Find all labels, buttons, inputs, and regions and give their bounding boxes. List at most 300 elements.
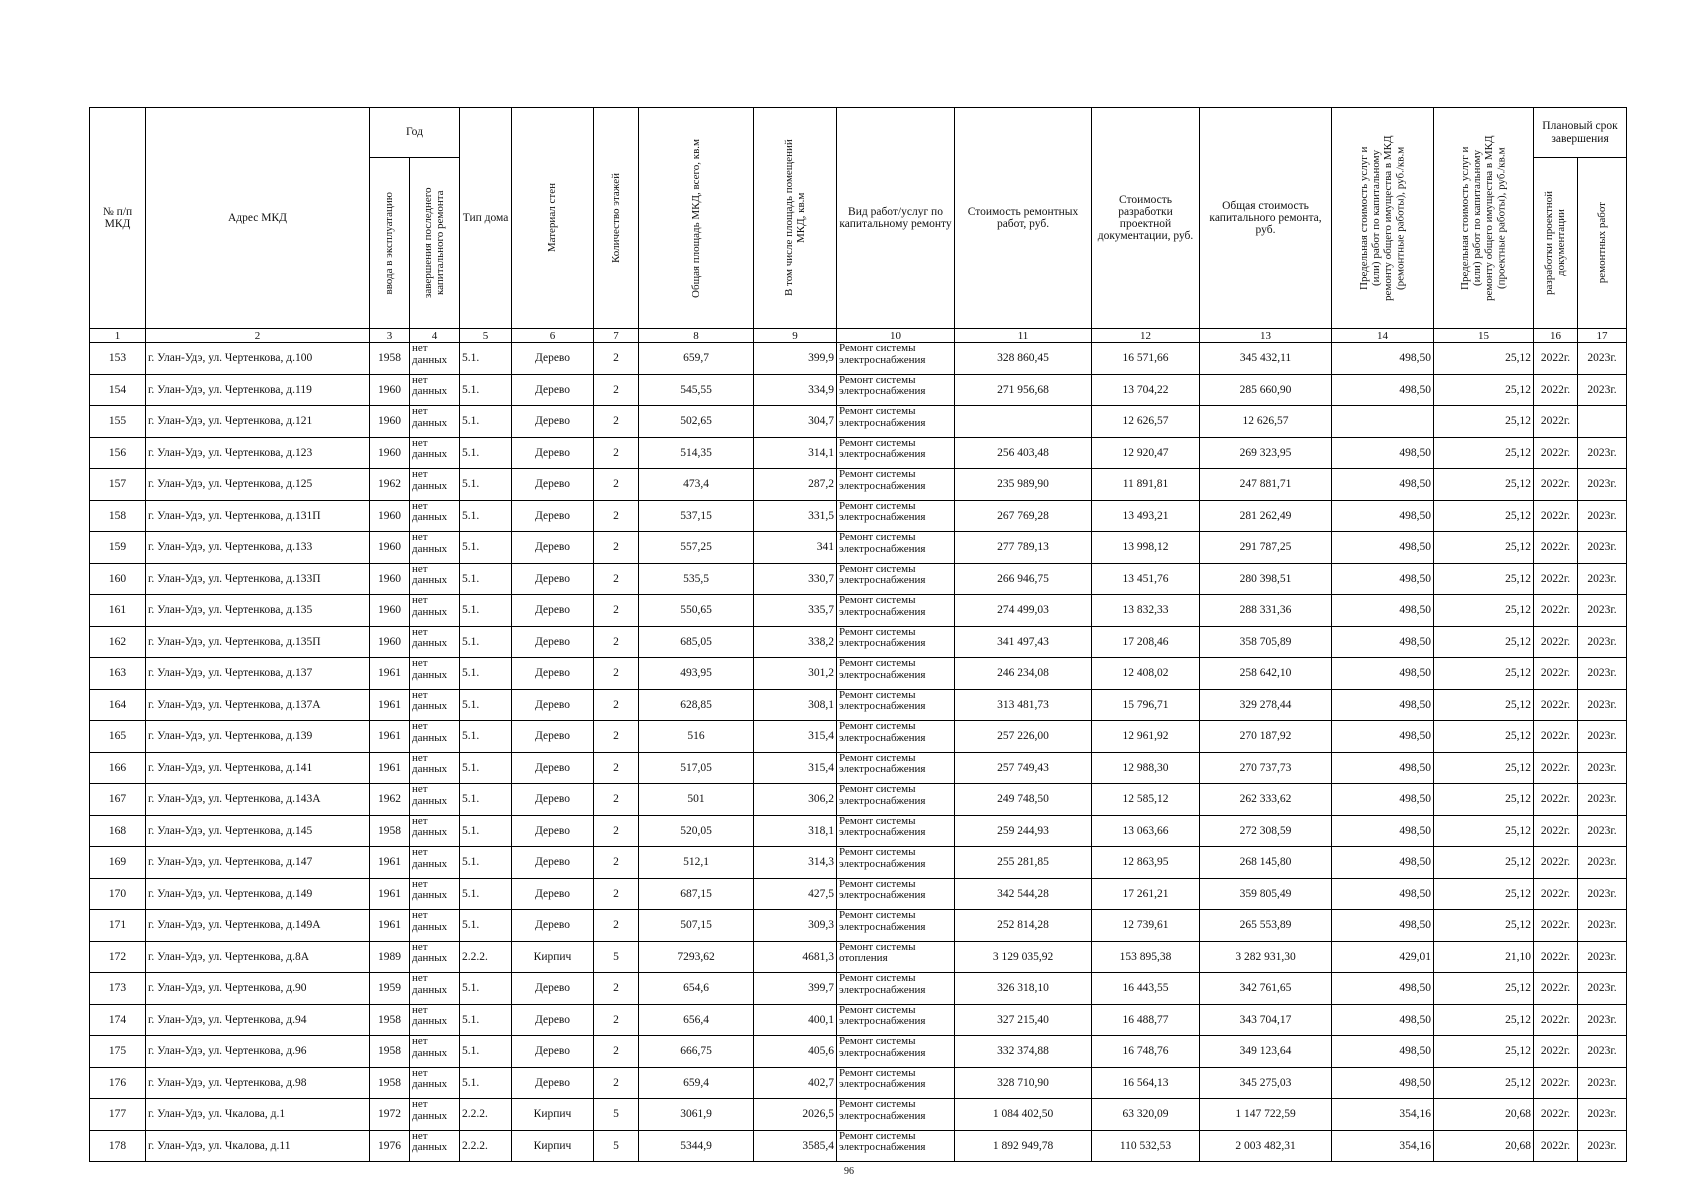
- repair-register-table: [89, 107, 1627, 1162]
- column-number: 16: [1534, 329, 1578, 343]
- cell-commission-year: 1972: [370, 1099, 410, 1131]
- cell-deadline-design: 2022г.: [1534, 469, 1578, 501]
- cell-wall-material: Дерево: [512, 784, 594, 816]
- cell-premises-area: 3585,4: [754, 1130, 837, 1162]
- cell-last-repair-year: нет данных: [410, 658, 460, 690]
- cell-premises-area: 314,3: [754, 847, 837, 879]
- cell-row-number: 173: [90, 973, 146, 1005]
- header-house-type: Тип дома: [460, 108, 512, 329]
- cell-total-cost: 285 660,90: [1200, 374, 1332, 406]
- cell-deadline-repair: 2023г.: [1578, 595, 1627, 627]
- cell-total-area: 666,75: [639, 1036, 754, 1068]
- cell-design-cost: 16 748,76: [1092, 1036, 1200, 1068]
- cell-design-cost: 12 961,92: [1092, 721, 1200, 753]
- cell-row-number: 162: [90, 626, 146, 658]
- cell-row-number: 176: [90, 1067, 146, 1099]
- cell-design-cost: 12 585,12: [1092, 784, 1200, 816]
- cell-repair-cost: 342 544,28: [955, 878, 1092, 910]
- cell-deadline-repair: 2023г.: [1578, 1004, 1627, 1036]
- cell-last-repair-year: нет данных: [410, 941, 460, 973]
- cell-row-number: 154: [90, 374, 146, 406]
- cell-repair-cost: 252 814,28: [955, 910, 1092, 942]
- cell-limit-repair: 498,50: [1332, 595, 1434, 627]
- cell-address: г. Улан-Удэ, ул. Чертенкова, д.147: [146, 847, 370, 879]
- cell-deadline-design: 2022г.: [1534, 721, 1578, 753]
- cell-design-cost: 17 208,46: [1092, 626, 1200, 658]
- header-limit-design: Предельная стоимость услуг и (или) работ по капитальному ремонту общего имущества в МКД (проектные работы), руб./кв.м: [1434, 108, 1534, 329]
- cell-design-cost: 12 408,02: [1092, 658, 1200, 690]
- cell-commission-year: 1958: [370, 343, 410, 375]
- cell-last-repair-year: нет данных: [410, 1067, 460, 1099]
- cell-deadline-repair: [1578, 406, 1627, 438]
- cell-total-cost: 268 145,80: [1200, 847, 1332, 879]
- cell-total-area: 654,6: [639, 973, 754, 1005]
- cell-limit-repair: 498,50: [1332, 1036, 1434, 1068]
- cell-premises-area: 318,1: [754, 815, 837, 847]
- cell-deadline-repair: 2023г.: [1578, 1099, 1627, 1131]
- column-number: 17: [1578, 329, 1627, 343]
- cell-address: г. Улан-Удэ, ул. Чертенкова, д.149: [146, 878, 370, 910]
- cell-row-number: 174: [90, 1004, 146, 1036]
- cell-total-area: 516: [639, 721, 754, 753]
- cell-row-number: 158: [90, 500, 146, 532]
- cell-address: г. Улан-Удэ, ул. Чертенкова, д.133П: [146, 563, 370, 595]
- cell-work-type: Ремонт системы электроснабжения: [837, 374, 955, 406]
- cell-house-type: 5.1.: [460, 815, 512, 847]
- cell-floors: 2: [594, 910, 639, 942]
- cell-deadline-design: 2022г.: [1534, 532, 1578, 564]
- cell-address: г. Улан-Удэ, ул. Чертенкова, д.8А: [146, 941, 370, 973]
- cell-floors: 2: [594, 374, 639, 406]
- cell-premises-area: 314,1: [754, 437, 837, 469]
- cell-total-area: 507,15: [639, 910, 754, 942]
- cell-repair-cost: 257 749,43: [955, 752, 1092, 784]
- cell-total-area: 659,4: [639, 1067, 754, 1099]
- column-number: 15: [1434, 329, 1534, 343]
- cell-total-cost: 272 308,59: [1200, 815, 1332, 847]
- cell-deadline-repair: 2023г.: [1578, 500, 1627, 532]
- cell-floors: 2: [594, 658, 639, 690]
- cell-house-type: 5.1.: [460, 1067, 512, 1099]
- cell-row-number: 157: [90, 469, 146, 501]
- cell-total-area: 3061,9: [639, 1099, 754, 1131]
- cell-wall-material: Дерево: [512, 532, 594, 564]
- cell-address: г. Улан-Удэ, ул. Чертенкова, д.143А: [146, 784, 370, 816]
- cell-deadline-design: 2022г.: [1534, 689, 1578, 721]
- cell-last-repair-year: нет данных: [410, 1099, 460, 1131]
- cell-repair-cost: 259 244,93: [955, 815, 1092, 847]
- cell-total-cost: 1 147 722,59: [1200, 1099, 1332, 1131]
- cell-commission-year: 1960: [370, 437, 410, 469]
- cell-wall-material: Дерево: [512, 374, 594, 406]
- cell-house-type: 5.1.: [460, 878, 512, 910]
- cell-premises-area: 315,4: [754, 752, 837, 784]
- cell-house-type: 2.2.2.: [460, 941, 512, 973]
- cell-limit-design: 25,12: [1434, 878, 1534, 910]
- cell-limit-repair: 498,50: [1332, 532, 1434, 564]
- cell-deadline-design: 2022г.: [1534, 784, 1578, 816]
- cell-work-type: Ремонт системы электроснабжения: [837, 689, 955, 721]
- cell-row-number: 172: [90, 941, 146, 973]
- cell-design-cost: 12 920,47: [1092, 437, 1200, 469]
- cell-work-type: Ремонт системы электроснабжения: [837, 1130, 955, 1162]
- cell-repair-cost: 1 892 949,78: [955, 1130, 1092, 1162]
- cell-row-number: 166: [90, 752, 146, 784]
- cell-repair-cost: 313 481,73: [955, 689, 1092, 721]
- cell-total-cost: 2 003 482,31: [1200, 1130, 1332, 1162]
- cell-wall-material: Дерево: [512, 469, 594, 501]
- cell-address: г. Улан-Удэ, ул. Чертенкова, д.145: [146, 815, 370, 847]
- cell-house-type: 5.1.: [460, 721, 512, 753]
- cell-design-cost: 16 443,55: [1092, 973, 1200, 1005]
- cell-work-type: Ремонт системы электроснабжения: [837, 973, 955, 1005]
- cell-commission-year: 1960: [370, 626, 410, 658]
- table-row: [90, 406, 1627, 438]
- table-row: [90, 1036, 1627, 1068]
- cell-wall-material: Дерево: [512, 689, 594, 721]
- cell-floors: 2: [594, 469, 639, 501]
- cell-deadline-repair: 2023г.: [1578, 941, 1627, 973]
- cell-total-area: 550,65: [639, 595, 754, 627]
- cell-limit-design: 25,12: [1434, 847, 1534, 879]
- cell-deadline-repair: 2023г.: [1578, 847, 1627, 879]
- cell-last-repair-year: нет данных: [410, 752, 460, 784]
- cell-total-cost: 358 705,89: [1200, 626, 1332, 658]
- cell-total-area: 493,95: [639, 658, 754, 690]
- cell-limit-repair: 429,01: [1332, 941, 1434, 973]
- header-deadline-repair: ремонтных работ: [1578, 158, 1627, 329]
- cell-deadline-design: 2022г.: [1534, 626, 1578, 658]
- cell-deadline-repair: 2023г.: [1578, 658, 1627, 690]
- cell-repair-cost: 246 234,08: [955, 658, 1092, 690]
- cell-deadline-design: 2022г.: [1534, 374, 1578, 406]
- cell-total-cost: 270 737,73: [1200, 752, 1332, 784]
- cell-address: г. Улан-Удэ, ул. Чертенкова, д.141: [146, 752, 370, 784]
- cell-address: г. Улан-Удэ, ул. Чертенкова, д.96: [146, 1036, 370, 1068]
- cell-wall-material: Кирпич: [512, 1130, 594, 1162]
- cell-floors: 2: [594, 626, 639, 658]
- cell-house-type: 5.1.: [460, 343, 512, 375]
- cell-last-repair-year: нет данных: [410, 469, 460, 501]
- cell-premises-area: 400,1: [754, 1004, 837, 1036]
- cell-row-number: 156: [90, 437, 146, 469]
- cell-house-type: 5.1.: [460, 784, 512, 816]
- cell-limit-design: 25,12: [1434, 1067, 1534, 1099]
- column-number-row: [90, 329, 1627, 343]
- cell-last-repair-year: нет данных: [410, 626, 460, 658]
- cell-limit-repair: 498,50: [1332, 689, 1434, 721]
- cell-premises-area: 309,3: [754, 910, 837, 942]
- cell-limit-design: 25,12: [1434, 500, 1534, 532]
- cell-floors: 2: [594, 973, 639, 1005]
- cell-deadline-repair: 2023г.: [1578, 1067, 1627, 1099]
- cell-limit-design: 25,12: [1434, 1036, 1534, 1068]
- cell-work-type: Ремонт системы электроснабжения: [837, 658, 955, 690]
- cell-total-area: 545,55: [639, 374, 754, 406]
- cell-wall-material: Кирпич: [512, 941, 594, 973]
- cell-commission-year: 1960: [370, 500, 410, 532]
- cell-commission-year: 1960: [370, 532, 410, 564]
- cell-row-number: 167: [90, 784, 146, 816]
- cell-commission-year: 1989: [370, 941, 410, 973]
- cell-deadline-design: 2022г.: [1534, 847, 1578, 879]
- cell-total-cost: 258 642,10: [1200, 658, 1332, 690]
- cell-total-area: 7293,62: [639, 941, 754, 973]
- cell-row-number: 155: [90, 406, 146, 438]
- cell-row-number: 153: [90, 343, 146, 375]
- cell-limit-repair: 354,16: [1332, 1130, 1434, 1162]
- table-row: [90, 1130, 1627, 1162]
- table-row: [90, 815, 1627, 847]
- cell-wall-material: Дерево: [512, 878, 594, 910]
- cell-last-repair-year: нет данных: [410, 973, 460, 1005]
- cell-total-cost: 349 123,64: [1200, 1036, 1332, 1068]
- cell-deadline-design: 2022г.: [1534, 500, 1578, 532]
- cell-total-cost: 288 331,36: [1200, 595, 1332, 627]
- cell-premises-area: 334,9: [754, 374, 837, 406]
- cell-limit-design: 25,12: [1434, 343, 1534, 375]
- cell-floors: 2: [594, 500, 639, 532]
- cell-wall-material: Дерево: [512, 437, 594, 469]
- cell-address: г. Улан-Удэ, ул. Чертенкова, д.94: [146, 1004, 370, 1036]
- cell-last-repair-year: нет данных: [410, 1004, 460, 1036]
- cell-total-area: 557,25: [639, 532, 754, 564]
- cell-limit-repair: 498,50: [1332, 784, 1434, 816]
- table-row: [90, 847, 1627, 879]
- cell-commission-year: 1961: [370, 721, 410, 753]
- cell-repair-cost: 249 748,50: [955, 784, 1092, 816]
- header-wall-material: Материал стен: [512, 108, 594, 329]
- cell-premises-area: 2026,5: [754, 1099, 837, 1131]
- table-row: [90, 563, 1627, 595]
- cell-limit-repair: 498,50: [1332, 343, 1434, 375]
- table-row: [90, 910, 1627, 942]
- header-floors: Количество этажей: [594, 108, 639, 329]
- cell-house-type: 5.1.: [460, 437, 512, 469]
- cell-floors: 2: [594, 1004, 639, 1036]
- cell-commission-year: 1958: [370, 1036, 410, 1068]
- cell-total-area: 520,05: [639, 815, 754, 847]
- header-repair-cost: Стоимость ремонтных работ, руб.: [955, 108, 1092, 329]
- cell-limit-design: 20,68: [1434, 1130, 1534, 1162]
- cell-work-type: Ремонт системы отопления: [837, 941, 955, 973]
- cell-total-cost: 329 278,44: [1200, 689, 1332, 721]
- column-number: 4: [410, 329, 460, 343]
- header-work-type: Вид работ/услуг по капитальному ремонту: [837, 108, 955, 329]
- cell-row-number: 178: [90, 1130, 146, 1162]
- header-total-area: Общая площадь МКД, всего, кв.м: [639, 108, 754, 329]
- cell-repair-cost: 235 989,90: [955, 469, 1092, 501]
- header-deadline-group: Плановый срок завершения: [1534, 108, 1627, 158]
- table-row: [90, 1099, 1627, 1131]
- cell-last-repair-year: нет данных: [410, 878, 460, 910]
- cell-total-cost: 269 323,95: [1200, 437, 1332, 469]
- cell-premises-area: 399,7: [754, 973, 837, 1005]
- column-number: 14: [1332, 329, 1434, 343]
- cell-address: г. Улан-Удэ, ул. Чертенкова, д.98: [146, 1067, 370, 1099]
- cell-total-area: 535,5: [639, 563, 754, 595]
- cell-design-cost: 13 998,12: [1092, 532, 1200, 564]
- cell-limit-design: 25,12: [1434, 689, 1534, 721]
- cell-house-type: 5.1.: [460, 500, 512, 532]
- cell-work-type: Ремонт системы электроснабжения: [837, 563, 955, 595]
- cell-premises-area: 301,2: [754, 658, 837, 690]
- cell-total-cost: 359 805,49: [1200, 878, 1332, 910]
- cell-premises-area: 405,6: [754, 1036, 837, 1068]
- cell-deadline-design: 2022г.: [1534, 973, 1578, 1005]
- cell-commission-year: 1976: [370, 1130, 410, 1162]
- cell-limit-design: 25,12: [1434, 752, 1534, 784]
- cell-address: г. Улан-Удэ, ул. Чертенкова, д.137А: [146, 689, 370, 721]
- cell-premises-area: 335,7: [754, 595, 837, 627]
- cell-deadline-repair: 2023г.: [1578, 563, 1627, 595]
- cell-commission-year: 1961: [370, 878, 410, 910]
- cell-commission-year: 1962: [370, 469, 410, 501]
- cell-limit-repair: 498,50: [1332, 1004, 1434, 1036]
- cell-total-area: 659,7: [639, 343, 754, 375]
- cell-design-cost: 63 320,09: [1092, 1099, 1200, 1131]
- cell-design-cost: 16 488,77: [1092, 1004, 1200, 1036]
- table-row: [90, 658, 1627, 690]
- cell-house-type: 5.1.: [460, 1036, 512, 1068]
- cell-floors: 2: [594, 595, 639, 627]
- cell-house-type: 5.1.: [460, 374, 512, 406]
- cell-limit-repair: 354,16: [1332, 1099, 1434, 1131]
- cell-row-number: 165: [90, 721, 146, 753]
- cell-row-number: 169: [90, 847, 146, 879]
- cell-deadline-design: 2022г.: [1534, 1036, 1578, 1068]
- cell-repair-cost: 271 956,68: [955, 374, 1092, 406]
- cell-last-repair-year: нет данных: [410, 406, 460, 438]
- cell-deadline-design: 2022г.: [1534, 343, 1578, 375]
- cell-work-type: Ремонт системы электроснабжения: [837, 469, 955, 501]
- cell-deadline-repair: 2023г.: [1578, 784, 1627, 816]
- cell-address: г. Улан-Удэ, ул. Чертенкова, д.135: [146, 595, 370, 627]
- cell-premises-area: 427,5: [754, 878, 837, 910]
- cell-house-type: 5.1.: [460, 469, 512, 501]
- cell-design-cost: 13 832,33: [1092, 595, 1200, 627]
- cell-work-type: Ремонт системы электроснабжения: [837, 752, 955, 784]
- table-row: [90, 752, 1627, 784]
- cell-commission-year: 1958: [370, 1004, 410, 1036]
- cell-row-number: 164: [90, 689, 146, 721]
- cell-limit-design: 25,12: [1434, 815, 1534, 847]
- header-total-cost: Общая стоимость капитального ремонта, руб.: [1200, 108, 1332, 329]
- cell-wall-material: Дерево: [512, 815, 594, 847]
- cell-house-type: 5.1.: [460, 532, 512, 564]
- table-row: [90, 784, 1627, 816]
- cell-limit-design: 25,12: [1434, 658, 1534, 690]
- cell-work-type: Ремонт системы электроснабжения: [837, 1067, 955, 1099]
- cell-repair-cost: 256 403,48: [955, 437, 1092, 469]
- cell-floors: 2: [594, 563, 639, 595]
- cell-address: г. Улан-Удэ, ул. Чертенкова, д.100: [146, 343, 370, 375]
- cell-work-type: Ремонт системы электроснабжения: [837, 1036, 955, 1068]
- cell-deadline-repair: 2023г.: [1578, 752, 1627, 784]
- cell-total-cost: 342 761,65: [1200, 973, 1332, 1005]
- cell-address: г. Улан-Удэ, ул. Чертенкова, д.121: [146, 406, 370, 438]
- cell-total-area: 628,85: [639, 689, 754, 721]
- table-row: [90, 469, 1627, 501]
- column-number: 8: [639, 329, 754, 343]
- cell-last-repair-year: нет данных: [410, 437, 460, 469]
- cell-floors: 2: [594, 532, 639, 564]
- cell-commission-year: 1960: [370, 563, 410, 595]
- cell-deadline-repair: 2023г.: [1578, 374, 1627, 406]
- cell-limit-repair: 498,50: [1332, 469, 1434, 501]
- cell-total-area: 517,05: [639, 752, 754, 784]
- cell-limit-repair: [1332, 406, 1434, 438]
- cell-wall-material: Дерево: [512, 1004, 594, 1036]
- cell-premises-area: 341: [754, 532, 837, 564]
- cell-row-number: 168: [90, 815, 146, 847]
- cell-deadline-design: 2022г.: [1534, 752, 1578, 784]
- cell-design-cost: 15 796,71: [1092, 689, 1200, 721]
- cell-deadline-repair: 2023г.: [1578, 815, 1627, 847]
- cell-address: г. Улан-Удэ, ул. Чертенкова, д.137: [146, 658, 370, 690]
- cell-address: г. Улан-Удэ, ул. Чертенкова, д.123: [146, 437, 370, 469]
- cell-total-cost: 345 275,03: [1200, 1067, 1332, 1099]
- cell-repair-cost: 1 084 402,50: [955, 1099, 1092, 1131]
- cell-floors: 2: [594, 784, 639, 816]
- cell-address: г. Улан-Удэ, ул. Чертенкова, д.135П: [146, 626, 370, 658]
- page-number: 96: [844, 1166, 854, 1177]
- cell-total-area: 512,1: [639, 847, 754, 879]
- cell-repair-cost: 274 499,03: [955, 595, 1092, 627]
- cell-house-type: 5.1.: [460, 689, 512, 721]
- cell-work-type: Ремонт системы электроснабжения: [837, 532, 955, 564]
- cell-last-repair-year: нет данных: [410, 500, 460, 532]
- cell-design-cost: 12 739,61: [1092, 910, 1200, 942]
- cell-total-area: 5344,9: [639, 1130, 754, 1162]
- table-row: [90, 595, 1627, 627]
- table-row: [90, 374, 1627, 406]
- cell-limit-design: 25,12: [1434, 532, 1534, 564]
- cell-total-area: 502,65: [639, 406, 754, 438]
- cell-limit-design: 25,12: [1434, 469, 1534, 501]
- cell-address: г. Улан-Удэ, ул. Чертенкова, д.119: [146, 374, 370, 406]
- cell-limit-repair: 498,50: [1332, 374, 1434, 406]
- cell-floors: 2: [594, 437, 639, 469]
- cell-work-type: Ремонт системы электроснабжения: [837, 784, 955, 816]
- cell-commission-year: 1958: [370, 815, 410, 847]
- cell-house-type: 5.1.: [460, 1004, 512, 1036]
- cell-total-area: 514,35: [639, 437, 754, 469]
- cell-wall-material: Дерево: [512, 910, 594, 942]
- cell-wall-material: Дерево: [512, 563, 594, 595]
- cell-total-area: 501: [639, 784, 754, 816]
- cell-limit-repair: 498,50: [1332, 910, 1434, 942]
- cell-floors: 2: [594, 721, 639, 753]
- cell-limit-design: 25,12: [1434, 784, 1534, 816]
- cell-commission-year: 1961: [370, 689, 410, 721]
- cell-work-type: Ремонт системы электроснабжения: [837, 878, 955, 910]
- cell-deadline-design: 2022г.: [1534, 815, 1578, 847]
- cell-last-repair-year: нет данных: [410, 343, 460, 375]
- cell-limit-repair: 498,50: [1332, 973, 1434, 1005]
- cell-repair-cost: [955, 406, 1092, 438]
- table-body: [90, 343, 1627, 1162]
- table-row: [90, 721, 1627, 753]
- cell-repair-cost: 341 497,43: [955, 626, 1092, 658]
- cell-row-number: 161: [90, 595, 146, 627]
- cell-deadline-repair: 2023г.: [1578, 532, 1627, 564]
- cell-wall-material: Кирпич: [512, 1099, 594, 1131]
- header-row-number: № п/п МКД: [90, 108, 146, 329]
- cell-deadline-design: 2022г.: [1534, 1004, 1578, 1036]
- cell-work-type: Ремонт системы электроснабжения: [837, 721, 955, 753]
- cell-address: г. Улан-Удэ, ул. Чкалова, д.11: [146, 1130, 370, 1162]
